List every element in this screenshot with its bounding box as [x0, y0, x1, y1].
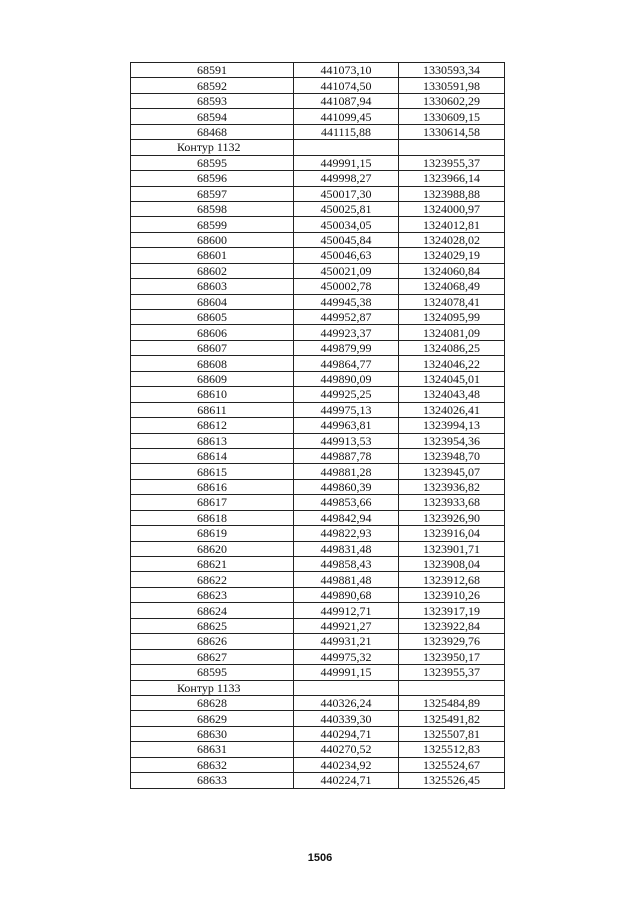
y-coordinate-cell: 1324012,81 [399, 217, 505, 232]
x-coordinate-cell: 449887,78 [294, 448, 399, 463]
x-coordinate-cell: 449881,28 [294, 464, 399, 479]
y-coordinate-cell: 1324043,48 [399, 387, 505, 402]
point-number-cell: 68623 [131, 587, 294, 602]
table-row [131, 711, 505, 726]
y-coordinate-cell: 1324081,09 [399, 325, 505, 340]
x-coordinate-cell: 449991,15 [294, 155, 399, 170]
table-row [131, 201, 505, 216]
table-row [131, 572, 505, 587]
table-row [131, 155, 505, 170]
x-coordinate-cell: 450034,05 [294, 217, 399, 232]
table-row [131, 109, 505, 124]
y-coordinate-cell: 1324046,22 [399, 356, 505, 371]
point-number-cell: 68610 [131, 387, 294, 402]
x-coordinate-cell: 449921,27 [294, 618, 399, 633]
point-number-cell: 68591 [131, 63, 294, 78]
y-coordinate-cell: 1324086,25 [399, 340, 505, 355]
empty-cell-y [399, 140, 505, 155]
x-coordinate-cell: 449952,87 [294, 310, 399, 325]
point-number-cell: 68622 [131, 572, 294, 587]
table-row [131, 479, 505, 494]
y-coordinate-cell: 1323936,82 [399, 479, 505, 494]
x-coordinate-cell: 441087,94 [294, 93, 399, 108]
y-coordinate-cell: 1323933,68 [399, 495, 505, 510]
x-coordinate-cell: 449853,66 [294, 495, 399, 510]
x-coordinate-cell: 440339,30 [294, 711, 399, 726]
table-row [131, 63, 505, 78]
point-number-cell: 68612 [131, 418, 294, 433]
point-number-cell: 68606 [131, 325, 294, 340]
x-coordinate-cell: 440294,71 [294, 726, 399, 741]
point-number-cell: 68628 [131, 695, 294, 710]
table-row [131, 587, 505, 602]
x-coordinate-cell: 441074,50 [294, 78, 399, 93]
table-row [131, 541, 505, 556]
x-coordinate-cell: 449975,32 [294, 649, 399, 664]
y-coordinate-cell: 1325526,45 [399, 773, 505, 788]
table-row [131, 294, 505, 309]
coordinates-table [130, 62, 505, 789]
point-number-cell: 68468 [131, 124, 294, 139]
point-number-cell: 68621 [131, 557, 294, 572]
x-coordinate-cell: 449890,68 [294, 587, 399, 602]
point-number-cell: 68618 [131, 510, 294, 525]
x-coordinate-cell: 449925,25 [294, 387, 399, 402]
y-coordinate-cell: 1323955,37 [399, 665, 505, 680]
table-row [131, 78, 505, 93]
table-row [131, 340, 505, 355]
y-coordinate-cell: 1325491,82 [399, 711, 505, 726]
y-coordinate-cell: 1323917,19 [399, 603, 505, 618]
point-number-cell: 68633 [131, 773, 294, 788]
point-number-cell: 68624 [131, 603, 294, 618]
y-coordinate-cell: 1323912,68 [399, 572, 505, 587]
table-row [131, 634, 505, 649]
point-number-cell: 68616 [131, 479, 294, 494]
y-coordinate-cell: 1325507,81 [399, 726, 505, 741]
y-coordinate-cell: 1323955,37 [399, 155, 505, 170]
x-coordinate-cell: 449879,99 [294, 340, 399, 355]
x-coordinate-cell: 441099,45 [294, 109, 399, 124]
point-number-cell: 68595 [131, 665, 294, 680]
x-coordinate-cell: 449912,71 [294, 603, 399, 618]
table-row [131, 356, 505, 371]
y-coordinate-cell: 1330593,34 [399, 63, 505, 78]
x-coordinate-cell: 449945,38 [294, 294, 399, 309]
x-coordinate-cell: 449842,94 [294, 510, 399, 525]
point-number-cell: 68594 [131, 109, 294, 124]
table-row [131, 325, 505, 340]
point-number-cell: 68599 [131, 217, 294, 232]
point-number-cell: 68602 [131, 263, 294, 278]
point-number-cell: 68603 [131, 279, 294, 294]
table-row [131, 757, 505, 772]
x-coordinate-cell: 450021,09 [294, 263, 399, 278]
y-coordinate-cell: 1324028,02 [399, 232, 505, 247]
x-coordinate-cell: 449963,81 [294, 418, 399, 433]
x-coordinate-cell: 441115,88 [294, 124, 399, 139]
x-coordinate-cell: 450017,30 [294, 186, 399, 201]
x-coordinate-cell: 449822,93 [294, 526, 399, 541]
y-coordinate-cell: 1323988,88 [399, 186, 505, 201]
table-row [131, 510, 505, 525]
point-number-cell: 68609 [131, 371, 294, 386]
point-number-cell: 68611 [131, 402, 294, 417]
point-number-cell: 68613 [131, 433, 294, 448]
point-number-cell: 68593 [131, 93, 294, 108]
table-row [131, 448, 505, 463]
y-coordinate-cell: 1324000,97 [399, 201, 505, 216]
empty-cell-x [294, 680, 399, 695]
table-row [131, 371, 505, 386]
y-coordinate-cell: 1323916,04 [399, 526, 505, 541]
coordinates-table-body [131, 63, 505, 789]
y-coordinate-cell: 1323994,13 [399, 418, 505, 433]
y-coordinate-cell: 1324026,41 [399, 402, 505, 417]
y-coordinate-cell: 1323950,17 [399, 649, 505, 664]
x-coordinate-cell: 441073,10 [294, 63, 399, 78]
table-row [131, 557, 505, 572]
table-row [131, 726, 505, 741]
y-coordinate-cell: 1324068,49 [399, 279, 505, 294]
point-number-cell: 68627 [131, 649, 294, 664]
y-coordinate-cell: 1323929,76 [399, 634, 505, 649]
point-number-cell: 68605 [131, 310, 294, 325]
x-coordinate-cell: 449998,27 [294, 171, 399, 186]
contour-label: Контур 1133 [131, 680, 294, 695]
table-row [131, 402, 505, 417]
x-coordinate-cell: 449991,15 [294, 665, 399, 680]
empty-cell-y [399, 680, 505, 695]
table-row [131, 279, 505, 294]
y-coordinate-cell: 1323901,71 [399, 541, 505, 556]
y-coordinate-cell: 1324078,41 [399, 294, 505, 309]
table-row [131, 773, 505, 788]
point-number-cell: 68607 [131, 340, 294, 355]
table-row [131, 186, 505, 201]
point-number-cell: 68626 [131, 634, 294, 649]
x-coordinate-cell: 440326,24 [294, 695, 399, 710]
x-coordinate-cell: 449913,53 [294, 433, 399, 448]
point-number-cell: 68592 [131, 78, 294, 93]
table-row [131, 695, 505, 710]
x-coordinate-cell: 449881,48 [294, 572, 399, 587]
y-coordinate-cell: 1323945,07 [399, 464, 505, 479]
point-number-cell: 68604 [131, 294, 294, 309]
table-row [131, 248, 505, 263]
point-number-cell: 68617 [131, 495, 294, 510]
contour-header-row [131, 140, 505, 155]
table-row [131, 464, 505, 479]
table-row [131, 93, 505, 108]
y-coordinate-cell: 1330614,58 [399, 124, 505, 139]
contour-label: Контур 1132 [131, 140, 294, 155]
table-row [131, 649, 505, 664]
x-coordinate-cell: 450002,78 [294, 279, 399, 294]
y-coordinate-cell: 1330602,29 [399, 93, 505, 108]
table-row [131, 603, 505, 618]
x-coordinate-cell: 450045,84 [294, 232, 399, 247]
table-row [131, 526, 505, 541]
table-row [131, 742, 505, 757]
point-number-cell: 68629 [131, 711, 294, 726]
point-number-cell: 68598 [131, 201, 294, 216]
table-row [131, 495, 505, 510]
point-number-cell: 68608 [131, 356, 294, 371]
table-row [131, 263, 505, 278]
y-coordinate-cell: 1323926,90 [399, 510, 505, 525]
point-number-cell: 68601 [131, 248, 294, 263]
table-row [131, 310, 505, 325]
point-number-cell: 68596 [131, 171, 294, 186]
y-coordinate-cell: 1324029,19 [399, 248, 505, 263]
point-number-cell: 68600 [131, 232, 294, 247]
y-coordinate-cell: 1323908,04 [399, 557, 505, 572]
x-coordinate-cell: 449860,39 [294, 479, 399, 494]
table-row [131, 232, 505, 247]
table-row [131, 618, 505, 633]
point-number-cell: 68630 [131, 726, 294, 741]
point-number-cell: 68595 [131, 155, 294, 170]
point-number-cell: 68620 [131, 541, 294, 556]
empty-cell-x [294, 140, 399, 155]
x-coordinate-cell: 449864,77 [294, 356, 399, 371]
page-number: 1506 [307, 852, 333, 864]
x-coordinate-cell: 450046,63 [294, 248, 399, 263]
table-row [131, 387, 505, 402]
x-coordinate-cell: 440224,71 [294, 773, 399, 788]
y-coordinate-cell: 1323954,36 [399, 433, 505, 448]
x-coordinate-cell: 450025,81 [294, 201, 399, 216]
y-coordinate-cell: 1324095,99 [399, 310, 505, 325]
y-coordinate-cell: 1324060,84 [399, 263, 505, 278]
y-coordinate-cell: 1323948,70 [399, 448, 505, 463]
y-coordinate-cell: 1323966,14 [399, 171, 505, 186]
table-row [131, 418, 505, 433]
point-number-cell: 68632 [131, 757, 294, 772]
y-coordinate-cell: 1330609,15 [399, 109, 505, 124]
point-number-cell: 68625 [131, 618, 294, 633]
table-row [131, 171, 505, 186]
x-coordinate-cell: 440234,92 [294, 757, 399, 772]
y-coordinate-cell: 1325524,67 [399, 757, 505, 772]
y-coordinate-cell: 1324045,01 [399, 371, 505, 386]
point-number-cell: 68614 [131, 448, 294, 463]
x-coordinate-cell: 449831,48 [294, 541, 399, 556]
x-coordinate-cell: 449890,09 [294, 371, 399, 386]
y-coordinate-cell: 1325512,83 [399, 742, 505, 757]
x-coordinate-cell: 449858,43 [294, 557, 399, 572]
point-number-cell: 68615 [131, 464, 294, 479]
y-coordinate-cell: 1330591,98 [399, 78, 505, 93]
x-coordinate-cell: 449931,21 [294, 634, 399, 649]
x-coordinate-cell: 449923,37 [294, 325, 399, 340]
table-row [131, 433, 505, 448]
x-coordinate-cell: 440270,52 [294, 742, 399, 757]
contour-header-row [131, 680, 505, 695]
point-number-cell: 68619 [131, 526, 294, 541]
point-number-cell: 68597 [131, 186, 294, 201]
point-number-cell: 68631 [131, 742, 294, 757]
y-coordinate-cell: 1323910,26 [399, 587, 505, 602]
x-coordinate-cell: 449975,13 [294, 402, 399, 417]
table-row [131, 124, 505, 139]
y-coordinate-cell: 1325484,89 [399, 695, 505, 710]
y-coordinate-cell: 1323922,84 [399, 618, 505, 633]
table-row [131, 217, 505, 232]
table-row [131, 665, 505, 680]
